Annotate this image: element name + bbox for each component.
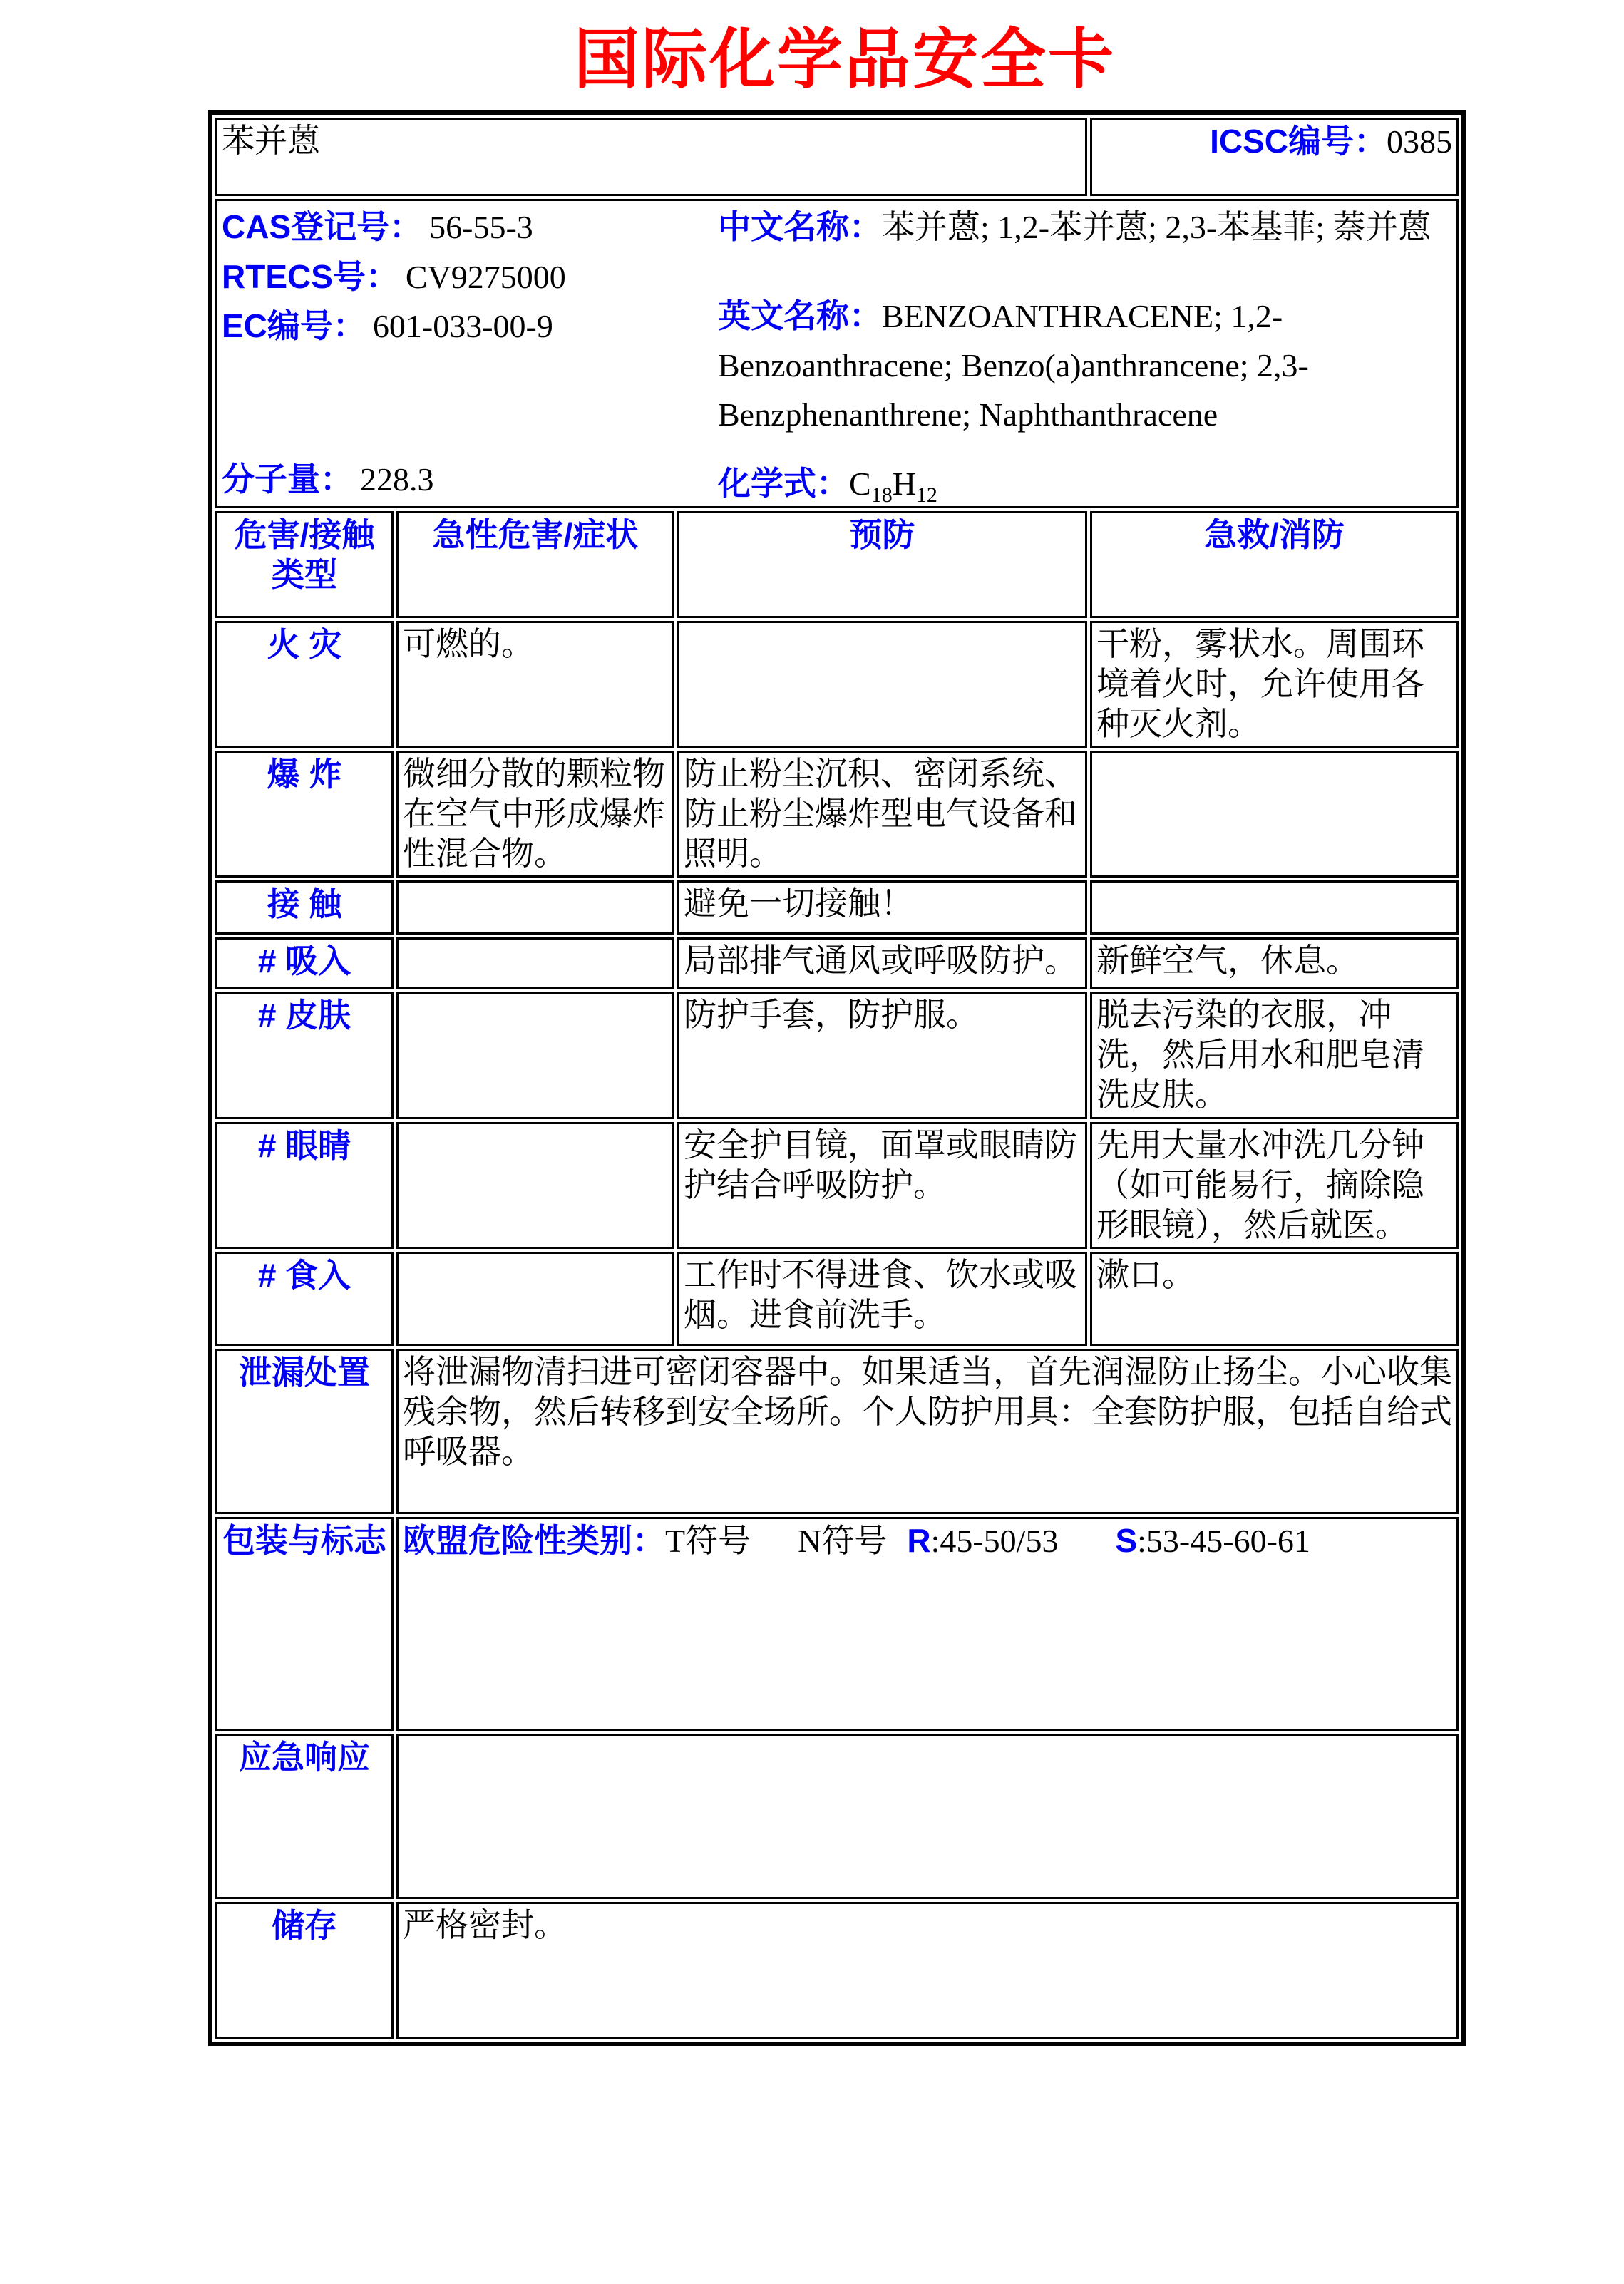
chemical-formula-label: 化学式： <box>718 465 849 503</box>
row-fire <box>215 621 1459 748</box>
ec-value: 601-033-00-9 <box>372 308 553 345</box>
eu-hazard-class-label: 欧盟危险性类别： <box>403 1521 665 1559</box>
molecular-weight-value: 228.3 <box>360 461 434 498</box>
explosion-prevention: 防止粉尘沉积、密闭系统、防止粉尘爆炸型电气设备和照明。 <box>677 751 1087 878</box>
english-name-value: BENZOANTHRACENE; 1,2-Benzoanthracene; Benzo(a)anthrancene; 2,3-Benzphenanthrene; Naphthanthracene <box>718 297 1309 433</box>
explosion-symptoms: 微细分散的颗粒物在空气中形成爆炸性混合物。 <box>396 751 674 878</box>
icsc-card-table <box>208 110 1466 2046</box>
chinese-name-value: 苯并蒽; 1,2-苯并蒽; 2,3-苯基菲; 萘并蒽 <box>882 208 1432 245</box>
cas-value: 56-55-3 <box>429 208 533 245</box>
eu-r-label: R <box>907 1521 931 1559</box>
header-hazard-type: 危害/接触类型 <box>215 511 394 618</box>
molecular-weight-line <box>222 455 714 505</box>
row-spillage <box>215 1349 1459 1514</box>
packaging-content <box>396 1517 1459 1731</box>
row-inhalation <box>215 937 1459 989</box>
eu-n-symbol: N符号 <box>798 1522 888 1559</box>
packaging-label: 包装与标志 <box>215 1517 394 1731</box>
skin-symptoms <box>396 992 674 1118</box>
ec-label: EC编号： <box>222 307 366 345</box>
row-ingestion <box>215 1252 1459 1346</box>
ingestion-response: 漱口。 <box>1090 1252 1459 1346</box>
fire-prevention <box>677 621 1087 748</box>
spillage-label: 泄漏处置 <box>215 1349 394 1514</box>
row-exposure <box>215 880 1459 935</box>
chemical-formula-line <box>718 463 1452 508</box>
english-name-line <box>718 292 1452 439</box>
inhalation-symptoms <box>396 937 674 989</box>
emergency-content <box>396 1734 1459 1899</box>
eyes-prevention: 安全护目镜，面罩或眼睛防护结合呼吸防护。 <box>677 1122 1087 1249</box>
eu-t-symbol: T符号 <box>665 1522 751 1559</box>
skin-prevention: 防护手套，防护服。 <box>677 992 1087 1118</box>
icsc-number-cell <box>1090 118 1459 196</box>
rtecs-number-line <box>222 252 714 302</box>
molecular-weight-label: 分子量： <box>222 460 353 498</box>
ec-number-line <box>222 302 714 351</box>
row-eyes <box>215 1122 1459 1249</box>
header-first-aid: 急救/消防 <box>1090 511 1459 618</box>
eu-s-value: :53-45-60-61 <box>1137 1522 1310 1559</box>
explosion-response <box>1090 751 1459 878</box>
chinese-name-line <box>718 202 1452 252</box>
rtecs-value: CV9275000 <box>405 258 566 295</box>
row-skin <box>215 992 1459 1118</box>
explosion-label: 爆 炸 <box>215 751 394 878</box>
chemical-formula-value: $C_{18}H_{12}$ <box>849 465 937 508</box>
emergency-label: 应急响应 <box>215 1734 394 1899</box>
fire-label: 火 灾 <box>215 621 394 748</box>
cas-label: CAS登记号： <box>222 207 423 245</box>
rtecs-label: RTECS号： <box>222 257 399 295</box>
substance-name: 苯并蒽 <box>215 118 1087 196</box>
inhalation-label: # 吸入 <box>215 937 394 989</box>
skin-response: 脱去污染的衣服，冲洗，然后用水和肥皂清洗皮肤。 <box>1090 992 1459 1118</box>
identification-cell <box>215 199 1459 508</box>
icsc-number-value: 0385 <box>1387 123 1452 160</box>
row-storage <box>215 1902 1459 2039</box>
fire-symptoms: 可燃的。 <box>396 621 674 748</box>
inhalation-prevention: 局部排气通风或呼吸防护。 <box>677 937 1087 989</box>
spillage-content: 将泄漏物清扫进可密闭容器中。如果适当，首先润湿防止扬尘。小心收集残余物，然后转移到安全场所。个人防护用具：全套防护服，包括自给式呼吸器。 <box>396 1349 1459 1514</box>
eu-r-value: :45-50/53 <box>930 1522 1059 1559</box>
row-emergency <box>215 1734 1459 1899</box>
english-name-label: 英文名称： <box>718 297 882 334</box>
storage-content: 严格密封。 <box>396 1902 1459 2039</box>
fire-response: 干粉，雾状水。周围环境着火时，允许使用各种灭火剂。 <box>1090 621 1459 748</box>
ingestion-label: # 食入 <box>215 1252 394 1346</box>
row-packaging <box>215 1517 1459 1731</box>
eyes-label: # 眼睛 <box>215 1122 394 1249</box>
exposure-prevention: 避免一切接触！ <box>677 880 1087 935</box>
ingestion-prevention: 工作时不得进食、饮水或吸烟。进食前洗手。 <box>677 1252 1087 1346</box>
cas-number-line <box>222 202 714 252</box>
skin-label: # 皮肤 <box>215 992 394 1118</box>
eyes-response: 先用大量水冲洗几分钟（如可能易行，摘除隐形眼镜），然后就医。 <box>1090 1122 1459 1249</box>
row-explosion <box>215 751 1459 878</box>
hazard-header-row <box>215 511 1459 618</box>
icsc-number-label: ICSC编号： <box>1210 122 1387 160</box>
eyes-symptoms <box>396 1122 674 1249</box>
exposure-symptoms <box>396 880 674 935</box>
registry-ids-block <box>222 202 714 505</box>
card-title-row <box>215 118 1459 196</box>
header-prevention: 预防 <box>677 511 1087 618</box>
ingestion-symptoms <box>396 1252 674 1346</box>
names-block <box>714 202 1452 508</box>
identification-row <box>215 199 1459 508</box>
inhalation-response: 新鲜空气，休息。 <box>1090 937 1459 989</box>
eu-s-label: S <box>1115 1521 1138 1559</box>
storage-label: 储存 <box>215 1902 394 2039</box>
chinese-name-label: 中文名称： <box>718 207 882 245</box>
header-acute-hazards: 急性危害/症状 <box>396 511 674 618</box>
exposure-response <box>1090 880 1459 935</box>
page-title: 国际化学品安全卡 <box>573 24 1116 96</box>
exposure-label: 接 触 <box>215 880 394 935</box>
